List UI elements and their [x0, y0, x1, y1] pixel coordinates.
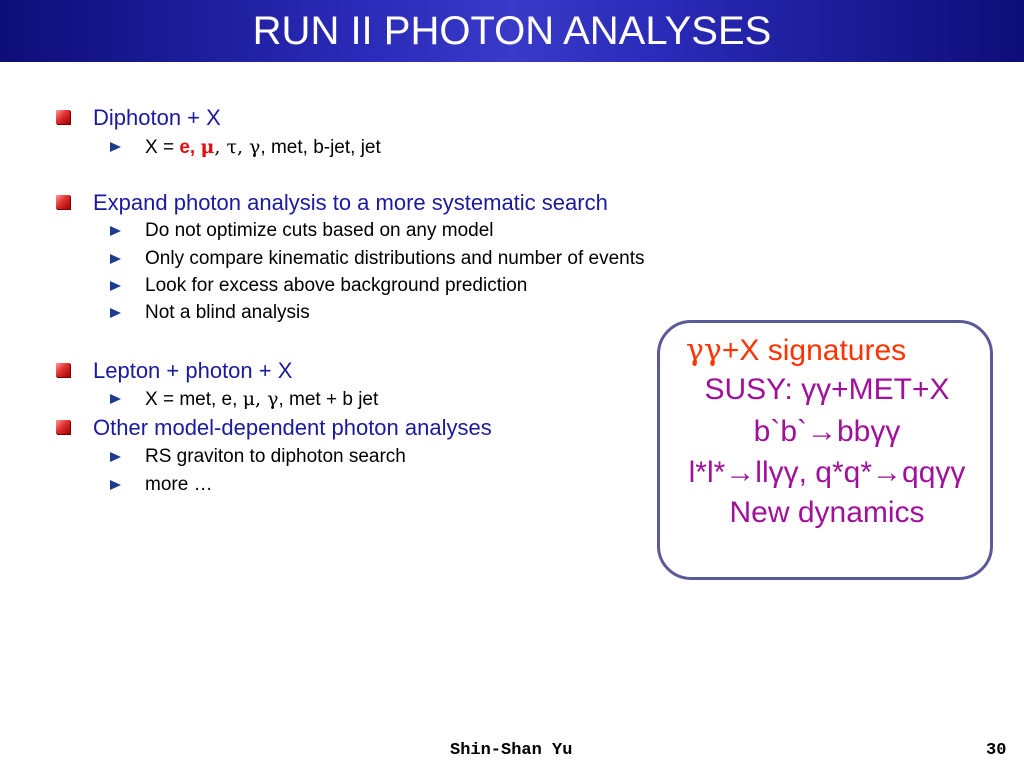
list-item-text: Not a blind analysis	[145, 302, 310, 323]
list-item-text: more …	[145, 474, 213, 495]
list-item-text	[145, 388, 378, 411]
box-header-text: +X signatures	[721, 334, 907, 367]
item-highlight: e,	[179, 137, 201, 158]
square-bullet-icon	[56, 195, 70, 209]
box-line-dynamics: New dynamics	[729, 496, 925, 529]
section-heading: Other model-dependent photon analyses	[93, 415, 492, 440]
box-line-susy: SUSY: γγ+MET+X	[704, 373, 950, 406]
item-highlight-symbol: μ	[200, 136, 215, 158]
page-number: 30	[986, 741, 1007, 760]
box-line-excited: l*l*→llγγ, q*q*→qqγγ	[688, 456, 966, 489]
box-header-symbols: γγ	[686, 333, 722, 368]
box-line-bprime: b`b`→bbγγ	[753, 415, 901, 448]
arrow-bullet-icon	[110, 254, 121, 264]
list-item-text	[145, 136, 381, 159]
item-prefix: X = met, e,	[145, 389, 243, 410]
item-rest: , met + b jet	[278, 389, 379, 410]
arrow-bullet-icon	[110, 281, 121, 291]
list-item-text: Do not optimize cuts based on any model	[145, 220, 494, 241]
arrow-bullet-icon	[110, 226, 121, 236]
arrow-bullet-icon	[110, 452, 121, 462]
list-item-text: Look for excess above background prediction	[145, 275, 528, 296]
square-bullet-icon	[56, 110, 70, 124]
arrow-bullet-icon	[110, 394, 121, 404]
section-heading: Expand photon analysis to a more systematic search	[93, 190, 608, 215]
item-symbols: μ, γ	[242, 388, 279, 410]
box-header	[686, 334, 906, 368]
list-item-text: Only compare kinematic distributions and number of events	[145, 248, 645, 269]
arrow-bullet-icon	[110, 480, 121, 490]
section-heading: Diphoton + X	[93, 105, 221, 130]
square-bullet-icon	[56, 420, 70, 434]
section-heading: Lepton + photon + X	[93, 358, 293, 383]
arrow-bullet-icon	[110, 142, 121, 152]
item-prefix: X =	[145, 137, 180, 158]
item-symbols: , τ, γ	[214, 136, 261, 158]
square-bullet-icon	[56, 363, 70, 377]
arrow-bullet-icon	[110, 308, 121, 318]
item-rest: , met, b-jet, jet	[260, 137, 381, 158]
list-item-text: RS graviton to diphoton search	[145, 446, 406, 467]
footer-author: Shin-Shan Yu	[450, 741, 573, 760]
slide-title: RUN II PHOTON ANALYSES	[252, 9, 772, 53]
